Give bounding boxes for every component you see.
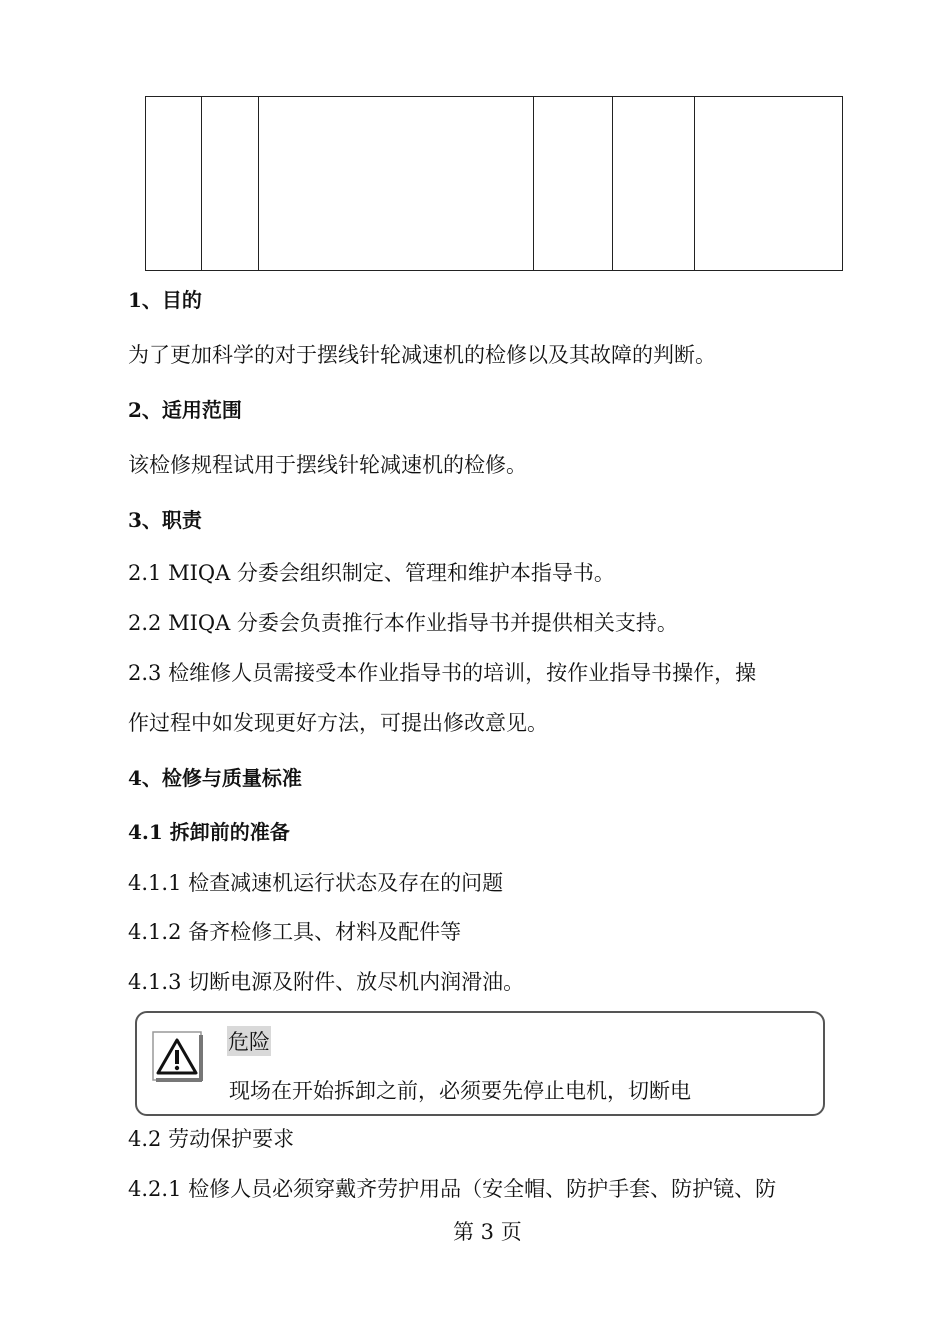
section-4-1-heading: 4.1 拆卸前的准备 xyxy=(128,820,290,844)
list-item: 4.1.3 切断电源及附件、放尽机内润滑油。 xyxy=(128,970,525,994)
table-divider xyxy=(258,97,259,270)
table-divider xyxy=(533,97,534,270)
section-4-2-heading: 4.2 劳动保护要求 xyxy=(128,1127,295,1151)
list-item: 2.2 MIQA 分委会负责推行本作业指导书并提供相关支持。 xyxy=(128,611,678,635)
warning-text: 现场在开始拆卸之前，必须要先停止电机，切断电 xyxy=(229,1079,691,1103)
list-item: 作过程中如发现更好方法，可提出修改意见。 xyxy=(128,711,548,735)
table-divider xyxy=(612,97,613,270)
warning-triangle-icon xyxy=(152,1031,204,1083)
section-2-text: 该检修规程试用于摆线针轮减速机的检修。 xyxy=(128,453,527,477)
table-divider xyxy=(201,97,202,270)
section-4-2-1-text: 4.2.1 检修人员必须穿戴齐劳护用品（安全帽、防护手套、防护镜、防 xyxy=(128,1177,777,1201)
list-item: 2.1 MIQA 分委会组织制定、管理和维护本指导书。 xyxy=(128,561,615,585)
section-1-text: 为了更加科学的对于摆线针轮减速机的检修以及其故障的判断。 xyxy=(128,343,716,367)
list-item: 2.3 检维修人员需接受本作业指导书的培训，按作业指导书操作，操 xyxy=(128,661,757,685)
table-divider xyxy=(694,97,695,270)
list-item: 4.1.1 检查减速机运行状态及存在的问题 xyxy=(128,871,504,895)
warning-title: 危险 xyxy=(227,1026,271,1056)
section-2-heading: 2、适用范围 xyxy=(128,398,242,422)
section-3-heading: 3、职责 xyxy=(128,508,202,532)
page-number: 第 3 页 xyxy=(453,1220,522,1244)
section-1-heading: 1、目的 xyxy=(128,288,202,312)
list-item: 4.1.2 备齐检修工具、材料及配件等 xyxy=(128,920,462,944)
header-table xyxy=(145,96,843,271)
section-4-heading: 4、检修与质量标准 xyxy=(128,766,302,790)
